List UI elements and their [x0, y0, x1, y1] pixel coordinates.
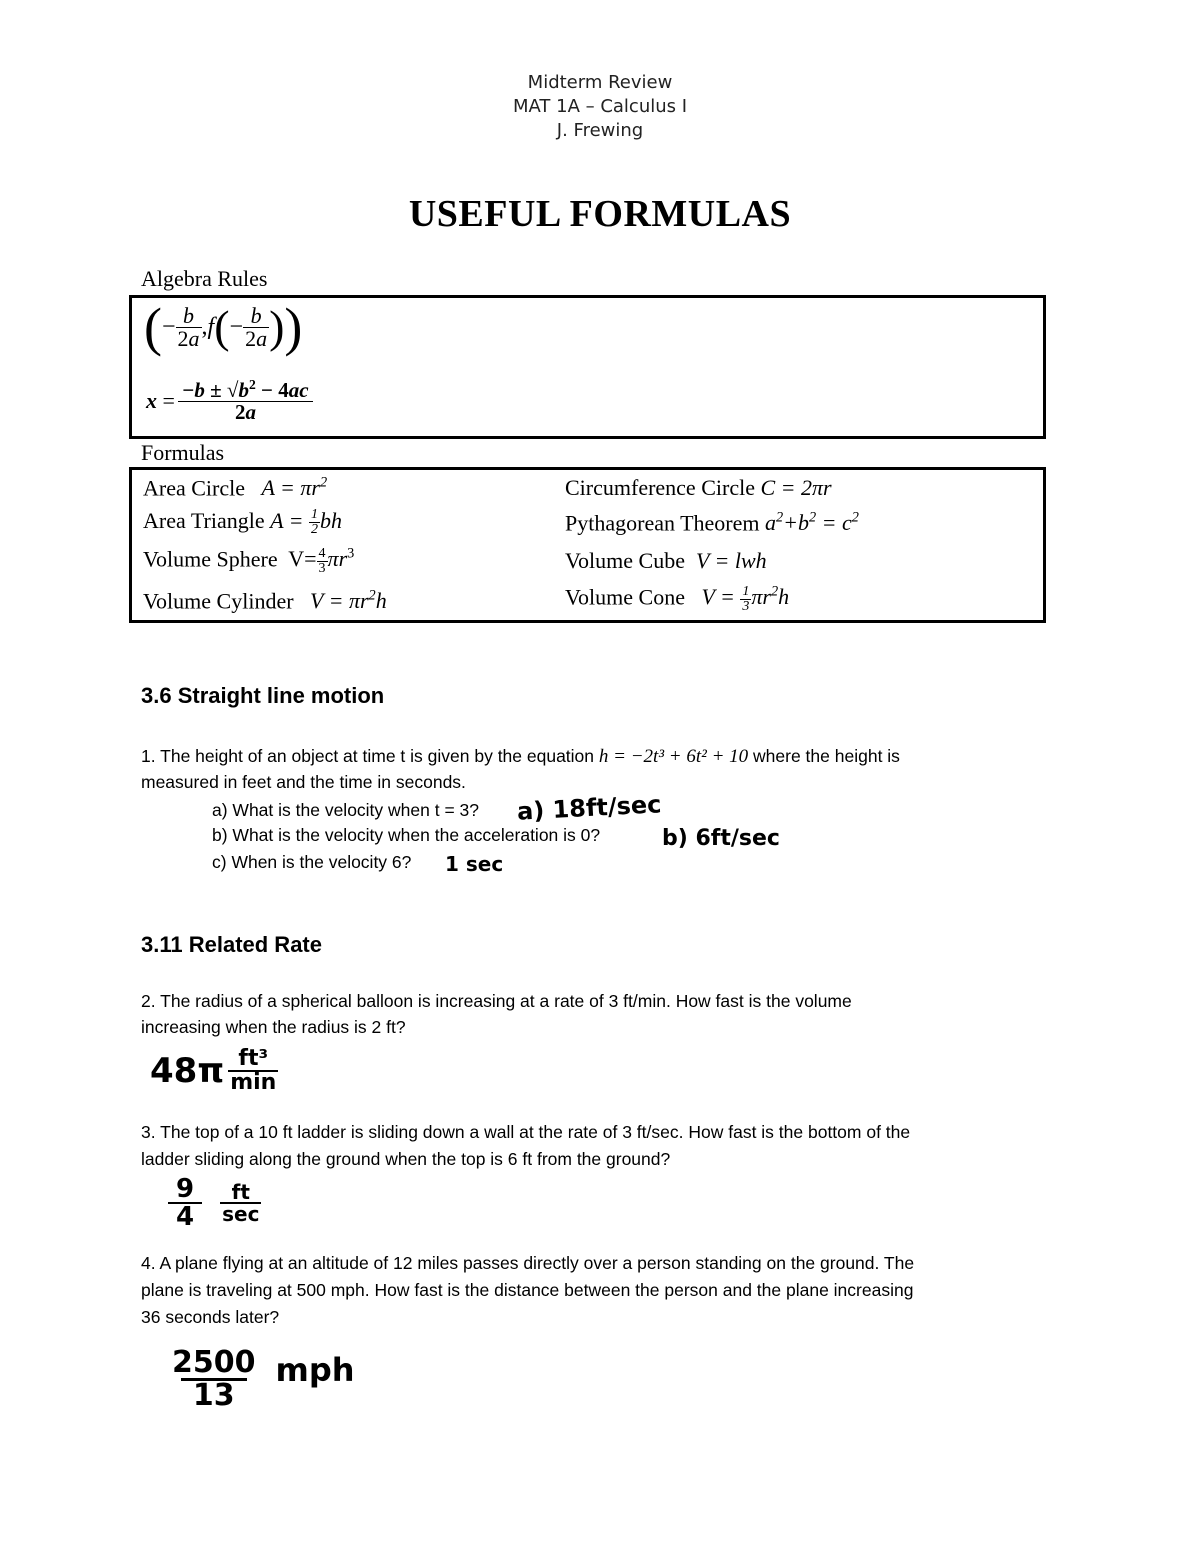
question-2-line1: 2. The radius of a spherical balloon is increasing at a rate of 3 ft/min. How fast is the volume [141, 991, 852, 1011]
formula-volume-cube: Volume Cube V = lwh [565, 548, 767, 573]
formula-area-circle: Area Circle $A = \pi r^2$ [143, 475, 328, 501]
section-3-11-heading: 3.11 Related Rate [141, 932, 322, 957]
formula-volume-sphere: Volume Sphere V= $\frac{4}{3}$ $\pi r^3$ [143, 545, 355, 576]
quadratic-formula: x = $\frac{-b \pm √b^2 - 4ac}{2a}$ [146, 378, 311, 423]
doc-header-line1: Midterm Review [527, 72, 673, 93]
formulas-box [129, 467, 1046, 623]
answer-2: 48π $\frac{\text{ft³}}{\min}$ [150, 1046, 277, 1095]
question-4-line2: plane is traveling at 500 mph. How fast is the distance between the person and the plane increasing [141, 1280, 914, 1300]
question-4-line3: 36 seconds later? [141, 1307, 280, 1327]
question-1: 1. The height of an object at time t is given by the equation h = −2t³ + 6t² + 10 where the height is [141, 746, 900, 767]
question-1c: c) When is the velocity 6? [212, 852, 412, 872]
question-1a: a) What is the velocity when t = 3? [212, 800, 480, 820]
answer-1a: a) 18ft/sec [516, 790, 663, 826]
answer-4: $\frac{2500}{13}$ mph [172, 1345, 355, 1413]
question-2-line2: increasing when the radius is 2 ft? [141, 1017, 406, 1037]
question-1-line2: measured in feet and the time in seconds. [141, 772, 466, 792]
answer-1b: b) 6ft/sec [662, 826, 780, 851]
formula-volume-cylinder: Volume Cylinder $V = \pi r^2h$ [143, 588, 387, 614]
question-4-line1: 4. A plane flying at an altitude of 12 miles passes directly over a person standing on the ground. The [141, 1253, 915, 1273]
algebra-heading: Algebra Rules [141, 266, 268, 291]
doc-header-line3: J. Frewing [556, 120, 644, 141]
formula-pythagorean: Pythagorean Theorem $a^2+b^2 = c^2$ [565, 510, 859, 536]
question-1b: b) What is the velocity when the acceleration is 0? [212, 825, 601, 845]
formula-area-triangle: Area Triangle A = $\frac{1}{2}$ bh [143, 507, 342, 538]
q1-equation: h = −2t³ + 6t² + 10 [598, 746, 749, 767]
question-3-line1: 3. The top of a 10 ft ladder is sliding down a wall at the rate of 3 ft/sec. How fast is the bottom of the [141, 1122, 911, 1142]
algebra-box [129, 295, 1046, 439]
section-3-6-heading: 3.6 Straight line motion [141, 683, 385, 708]
doc-header-line2: MAT 1A – Calculus I [512, 96, 688, 117]
answer-1c: 1 sec [445, 852, 504, 876]
vertex-formula: ( − $\frac{b}{2a}$ , f ( − $\frac{b}{2a}$ ) ) [144, 297, 303, 357]
page-title: USEFUL FORMULAS [408, 193, 792, 235]
question-3-line2: ladder sliding along the ground when the top is 6 ft from the ground? [141, 1149, 671, 1169]
formula-circumference: Circumference Circle C = 2πr [565, 475, 832, 500]
formula-volume-cone: Volume Cone V = $\frac{1}{3}$ $\pi r^2h$ [565, 583, 790, 614]
answer-3: $\frac{9}{4}$ $\frac{ft}{\sec}$ [168, 1176, 261, 1230]
formulas-heading: Formulas [141, 440, 225, 465]
